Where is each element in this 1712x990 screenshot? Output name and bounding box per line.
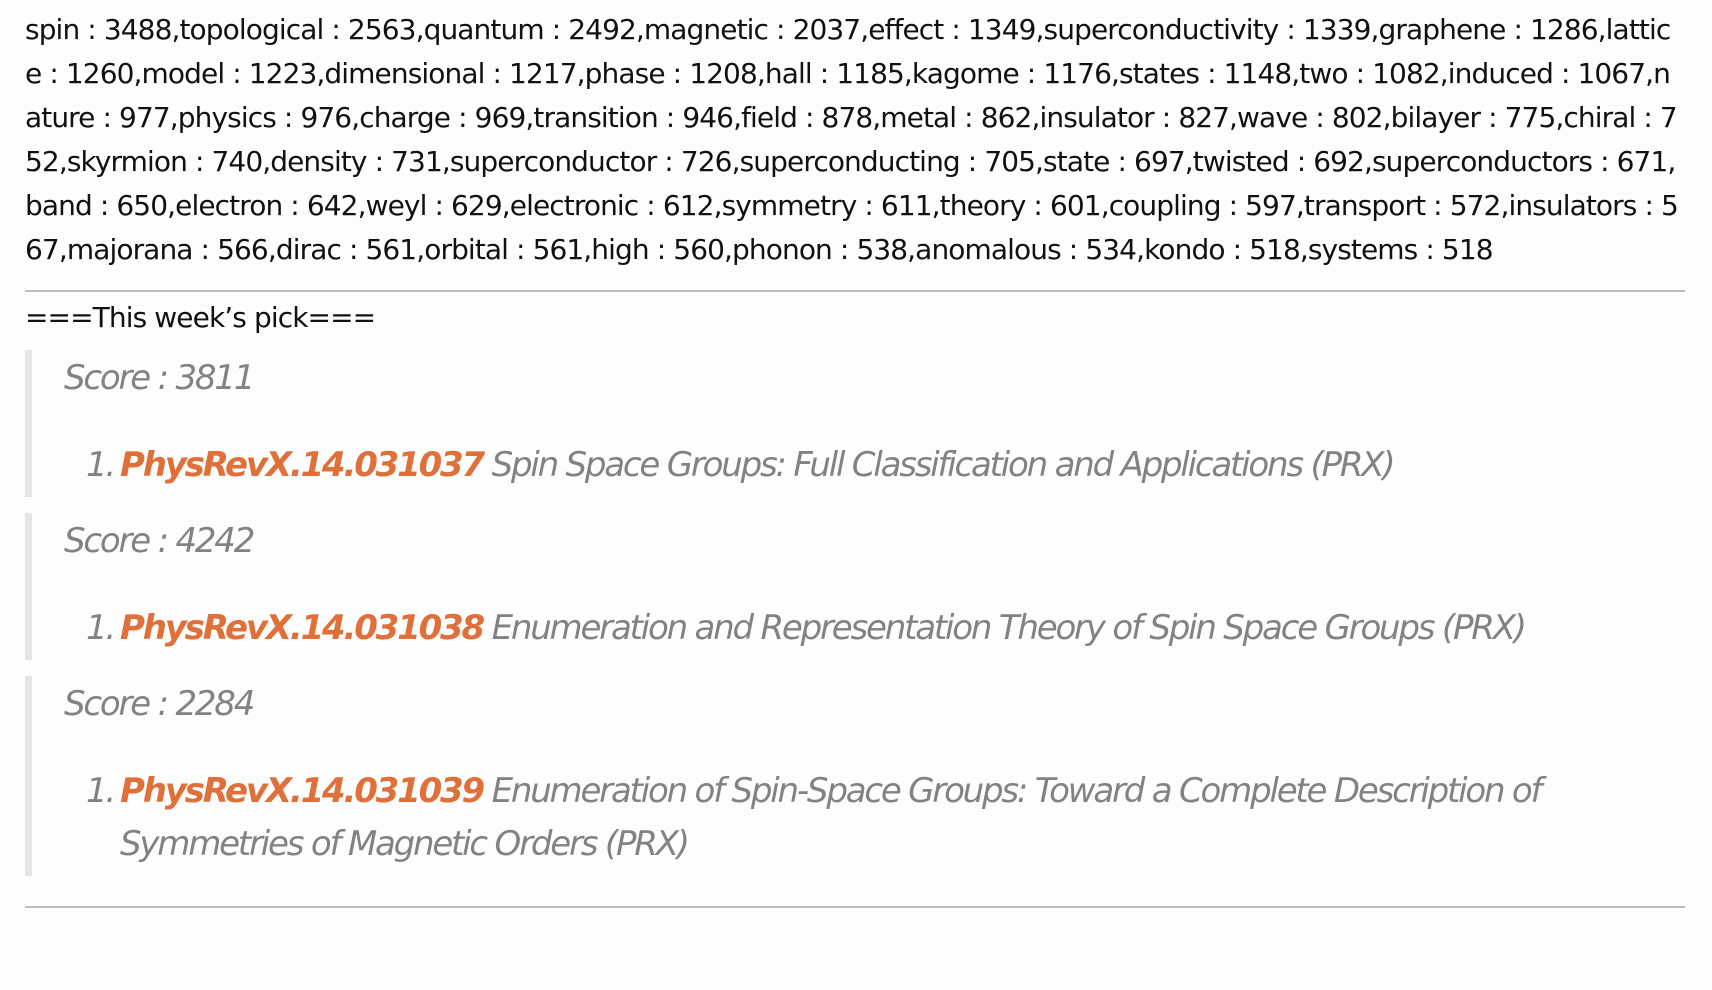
pick-score: Score : 2284 <box>64 684 254 724</box>
paper-number: 1. <box>86 608 115 648</box>
divider-bottom <box>25 906 1685 908</box>
pick-block <box>25 513 1685 660</box>
paper-link[interactable]: PhysRevX.14.031039 <box>120 771 483 811</box>
paper-title: Enumeration of Spin-Space Groups: Toward a Complete Description of Symmetries of Magnetic Orders (PRX) <box>120 771 1541 864</box>
paper-item <box>64 563 1685 660</box>
paper-list <box>64 726 1685 876</box>
paper-entry <box>120 765 1685 871</box>
paper-title: Spin Space Groups: Full Classification and Applications (PRX) <box>491 445 1394 485</box>
pick-block <box>25 676 1685 876</box>
paper-link[interactable]: PhysRevX.14.031038 <box>120 608 483 648</box>
paper-title: Enumeration and Representation Theory of Spin Space Groups (PRX) <box>491 608 1525 648</box>
paper-list <box>64 563 1685 660</box>
paper-number: 1. <box>86 771 115 811</box>
pick-score: Score : 4242 <box>64 521 254 561</box>
paper-item <box>64 400 1685 497</box>
page-content <box>25 8 1685 908</box>
pick-score: Score : 3811 <box>64 358 254 398</box>
divider-top <box>25 290 1685 292</box>
pick-block <box>25 350 1685 497</box>
weekly-pick-heading: ===This week’s pick=== <box>25 301 376 334</box>
paper-number: 1. <box>86 445 115 485</box>
paper-entry <box>120 602 1685 655</box>
paper-item <box>64 726 1685 876</box>
paper-list <box>64 400 1685 497</box>
paper-link[interactable]: PhysRevX.14.031037 <box>120 445 483 485</box>
paper-entry <box>120 439 1685 492</box>
keyword-counts: spin : 3488,topological : 2563,quantum : 2492,magnetic : 2037,effect : 1349,superconductivity : 1339,graphene : 1286,lattice : 1260,model : 1223,dimensional : 1217,phase : 1208,hall : 1185,kagome : 1176,states : 1148,two : 1082,induced : 1067,nature : 977,physics : 976,charge : 969,transition : 946,field : 878,metal : 862,insulator : 827,wave : 802,bilayer : 775,chiral : 752,skyrmion : 740,density : 731,superconductor : 726,superconducting : 705,state : 697,twisted : 692,superconductors : 671,band : 650,electron : 642,weyl : 629,electronic : 612,symmetry : 611,theory : 601,coupling : 597,transport : 572,insulators : 567,majorana : 566,dirac : 561,orbital : 561,high : 560,phonon : 538,anomalous : 534,kondo : 518,systems : 518 <box>25 13 1678 266</box>
